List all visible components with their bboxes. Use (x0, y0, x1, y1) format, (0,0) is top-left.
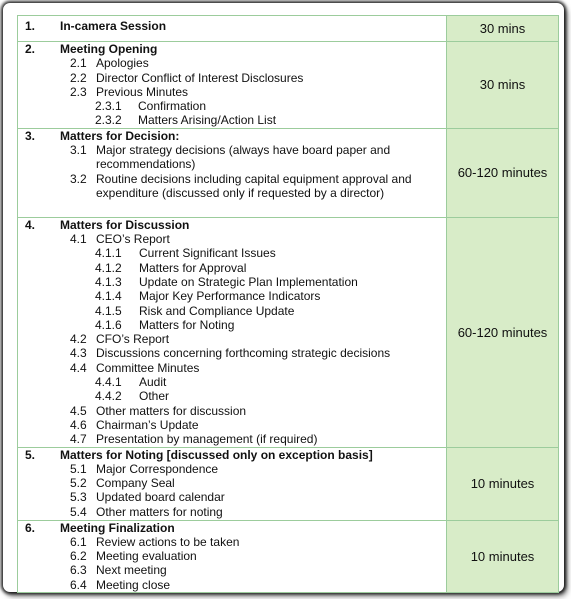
agenda-section-5 (18, 447, 559, 520)
list-item (18, 490, 446, 504)
list-item (18, 275, 446, 289)
section-duration: 10 minutes (447, 520, 559, 592)
item-number: 2.2 (70, 70, 87, 85)
item-number: 4.1.4 (95, 289, 122, 304)
item-text: Confirmation (138, 99, 207, 114)
list-item (18, 462, 446, 476)
section-title: Matters for Decision: (60, 128, 180, 143)
section-content (18, 447, 447, 520)
list-item (18, 563, 446, 577)
list-item (18, 578, 446, 592)
item-number: 4.4 (70, 360, 87, 375)
item-number: 4.4.1 (95, 375, 122, 390)
list-item (18, 113, 446, 127)
item-text: Routine decisions including capital equipment approval and expenditure (discussed only if requested by a director) (96, 171, 412, 200)
item-number: 2.3 (70, 84, 87, 99)
section-content (18, 520, 447, 592)
section-number: 6. (25, 520, 36, 535)
item-text: CFO’s Report (96, 332, 170, 347)
section-title: Matters for Noting [discussed only on exception basis] (60, 447, 373, 462)
agenda-frame (3, 3, 564, 592)
item-text: Company Seal (96, 476, 175, 491)
item-number: 2.3.2 (95, 113, 122, 128)
item-text: Director Conflict of Interest Disclosures (96, 70, 304, 85)
list-item (18, 389, 446, 403)
item-text: Other matters for discussion (96, 403, 247, 418)
list-item (18, 505, 446, 519)
section-duration: 30 mins (447, 42, 559, 129)
item-number: 4.2 (70, 332, 87, 347)
item-number: 4.1.6 (95, 317, 122, 332)
section-number: 5. (25, 447, 36, 462)
list-item (18, 346, 446, 360)
list-item (18, 361, 446, 375)
item-number: 4.3 (70, 346, 87, 361)
agenda-table (17, 15, 559, 593)
list-item (18, 304, 446, 318)
section-number: 1. (25, 19, 36, 33)
list-item (18, 549, 446, 563)
agenda-section-3 (18, 128, 559, 217)
section-number: 3. (25, 128, 36, 143)
list-item (18, 535, 446, 549)
item-text: Meeting evaluation (96, 549, 197, 564)
item-text: Matters for Noting (139, 317, 235, 332)
agenda-section-1 (18, 16, 559, 42)
item-number: 5.4 (70, 504, 87, 519)
item-number: 6.2 (70, 549, 87, 564)
item-text: Discussions concerning forthcoming strategic decisions (96, 346, 391, 361)
list-item (18, 56, 446, 70)
list-item (18, 143, 446, 172)
section-duration: 60-120 minutes (447, 217, 559, 447)
section-title: In-camera Session (60, 19, 167, 33)
list-item (18, 476, 446, 490)
item-number: 6.3 (70, 563, 87, 578)
item-text: Review actions to be taken (96, 534, 240, 549)
item-text: Meeting close (96, 577, 171, 592)
item-text: Next meeting (96, 563, 167, 578)
list-item (18, 246, 446, 260)
section-title: Matters for Discussion (60, 217, 190, 232)
item-text: Update on Strategic Plan Implementation (139, 274, 358, 289)
item-text: Committee Minutes (96, 360, 200, 375)
list-item (18, 85, 446, 99)
list-item (18, 375, 446, 389)
item-number: 2.3.1 (95, 99, 122, 114)
list-item (18, 432, 446, 446)
item-text: Major Key Performance Indicators (139, 289, 321, 304)
item-text: Previous Minutes (96, 84, 189, 99)
item-number: 4.1.2 (95, 260, 122, 275)
item-number: 4.5 (70, 403, 87, 418)
item-number: 4.1.5 (95, 303, 122, 318)
item-number: 3.1 (70, 143, 87, 158)
list-item (18, 404, 446, 418)
list-item (18, 289, 446, 303)
item-text: CEO’s Report (96, 232, 170, 247)
item-text: Matters Arising/Action List (138, 113, 277, 128)
list-item (18, 71, 446, 85)
section-duration: 10 minutes (447, 447, 559, 520)
section-number: 4. (25, 217, 36, 232)
list-item (18, 318, 446, 332)
item-number: 4.1.1 (95, 246, 122, 261)
item-text: Matters for Approval (139, 260, 247, 275)
item-number: 4.1 (70, 232, 87, 247)
section-title: Meeting Opening (60, 42, 158, 56)
item-text: Major strategy decisions (always have board paper and recommendations) (96, 143, 391, 172)
list-item (18, 232, 446, 246)
section-duration: 30 mins (447, 16, 559, 42)
item-text: Updated board calendar (96, 490, 225, 505)
item-number: 5.3 (70, 490, 87, 505)
item-number: 6.4 (70, 577, 87, 592)
item-text: Apologies (96, 56, 149, 71)
list-item (18, 261, 446, 275)
section-content (18, 128, 447, 217)
section-number: 2. (25, 42, 36, 56)
list-item (18, 332, 446, 346)
section-title: Meeting Finalization (60, 520, 175, 535)
agenda-section-4 (18, 217, 559, 447)
item-number: 5.2 (70, 476, 87, 491)
section-content (18, 16, 447, 42)
item-number: 3.2 (70, 171, 87, 186)
list-item (18, 172, 446, 201)
item-number: 6.1 (70, 534, 87, 549)
list-item (18, 418, 446, 432)
section-content (18, 217, 447, 447)
item-text: Current Significant Issues (139, 246, 276, 261)
item-number: 2.1 (70, 56, 87, 71)
section-duration: 60-120 minutes (447, 128, 559, 217)
item-number: 5.1 (70, 461, 87, 476)
item-text: Risk and Compliance Update (139, 303, 295, 318)
item-number: 4.4.2 (95, 389, 122, 404)
item-number: 4.6 (70, 417, 87, 432)
item-number: 4.1.3 (95, 274, 122, 289)
item-text: Other (139, 389, 170, 404)
item-text: Other matters for noting (96, 504, 223, 519)
agenda-section-2 (18, 42, 559, 129)
agenda-section-6 (18, 520, 559, 592)
item-text: Major Correspondence (96, 461, 219, 476)
list-item (18, 99, 446, 113)
section-content (18, 42, 447, 129)
item-number: 4.7 (70, 432, 87, 447)
item-text: Presentation by management (if required) (96, 432, 318, 447)
item-text: Chairman’s Update (96, 417, 199, 432)
item-text: Audit (139, 375, 167, 390)
